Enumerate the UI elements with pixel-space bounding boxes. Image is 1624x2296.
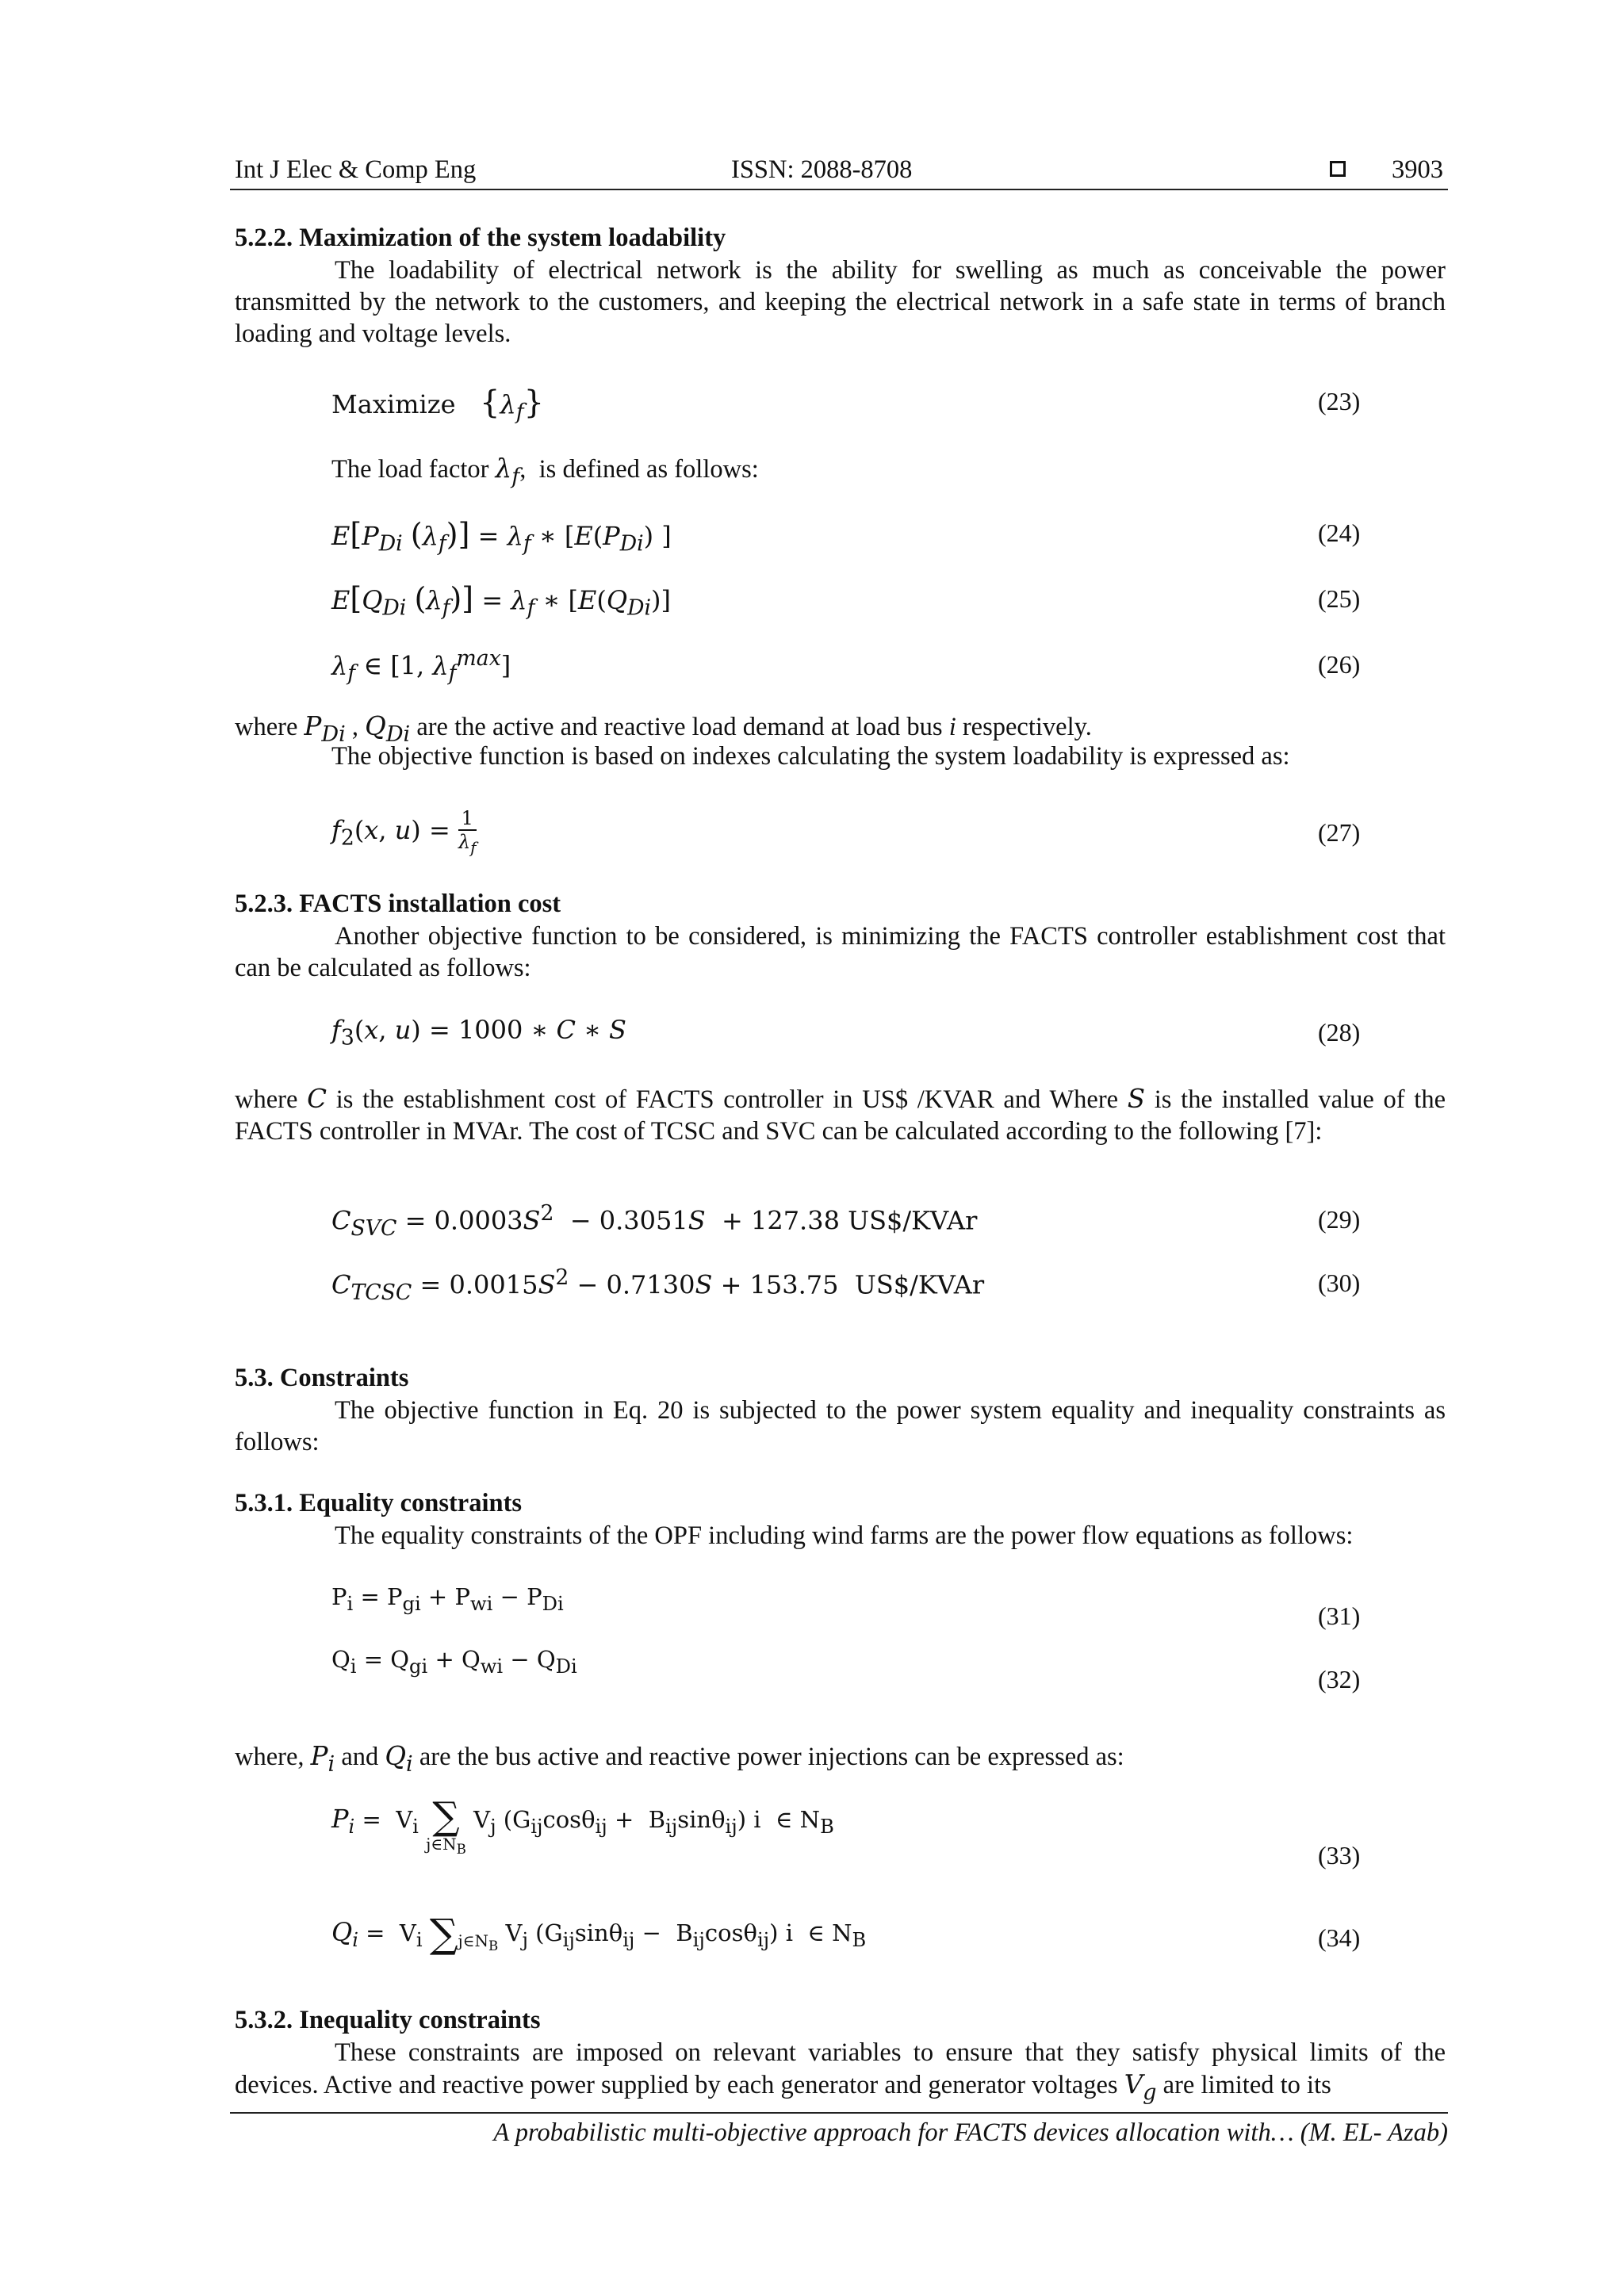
equation-number-27: (27): [1318, 818, 1361, 847]
paragraph-53: The objective function in Eq. 20 is subjected to the power system equality and inequality constraints as follows:: [235, 1396, 1446, 1456]
section-heading-523: 5.2.3. FACTS installation cost: [235, 890, 561, 918]
section-heading-531: 5.3.1. Equality constraints: [235, 1489, 523, 1517]
footer-rule: [230, 2112, 1448, 2114]
section-heading-532: 5.3.2. Inequality constraints: [235, 2006, 541, 2034]
equation-34: $Q_i = V_i$ $\sum_{j\in N_B}$ $V_j$ $(G_{ij}\sin\theta_{ij} - B_{ij}\cos\theta_{ij})$ i ∈ $N_B$: [331, 1911, 867, 1957]
equation-32: $Q_i = Q_{gi} + Q_{wi} - Q_{Di}$: [331, 1646, 577, 1678]
issn: ISSN: 2088-8708: [731, 155, 913, 184]
equation-number-32: (32): [1318, 1665, 1361, 1693]
header-rule: [230, 189, 1448, 190]
equation-33: $P_i = V_i$ ∑ $j\in N_B$ $V_j$ $(G_{ij}\cos\theta_{ij} + B_{ij}\sin\theta_{ij})$ i ∈ $N_B$: [331, 1794, 834, 1857]
where-pdi-text: where $P_{Di}$ , $Q_{Di}$ are the active and reactive load demand at load bus i respectively.: [235, 711, 1092, 747]
equation-28: $f_3(x$, u) = 1000 ∗ C ∗ S: [331, 1015, 626, 1050]
equation-23: Maximize $\{\lambda_f\}$: [331, 385, 545, 425]
page-number: 3903: [1392, 155, 1443, 184]
equation-number-25: (25): [1318, 584, 1361, 613]
equation-26: $\lambda_f$ ∈ [1, $\lambda_f^{max}$]: [331, 646, 511, 687]
section-heading-53: 5.3. Constraints: [235, 1364, 409, 1392]
equation-number-30: (30): [1318, 1269, 1361, 1297]
equation-number-28: (28): [1318, 1018, 1361, 1047]
equation-number-31: (31): [1318, 1601, 1361, 1630]
equation-number-29: (29): [1318, 1205, 1361, 1234]
equation-29: $C_{SVC} = 0.0003S^2 - 0.3051S + 127.38$ US$/KVAr: [331, 1201, 978, 1242]
checkbox-square-icon: [1330, 161, 1346, 181]
journal-name: Int J Elec & Comp Eng: [235, 155, 477, 184]
paragraph-532: These constraints are imposed on relevant variables to ensure that they satisfy physical limits of the devices. Active and reactive power supplied by each generator and generator voltages $V_g$ are limited to its: [235, 2038, 1446, 2105]
where-c-paragraph: where C is the establishment cost of FACTS controller in US$ /KVAR and Where S is the installed value of the FACTS controller in MVAr. The cost of TCSC and SVC can be calculated according to the following [7]:: [235, 1084, 1446, 1146]
paragraph-523: Another objective function to be considered, is minimizing the FACTS controller establishment cost that can be calculated as follows:: [235, 922, 1446, 982]
equation-27: $f_2(x$, u) = $\frac{1}{\lambda_f}$: [331, 807, 477, 857]
objective-text: The objective function is based on indexes calculating the system loadability is expressed as:: [331, 742, 1290, 771]
equation-number-34: (34): [1318, 1923, 1361, 1952]
paragraph-522: The loadability of electrical network is the ability for swelling as much as conceivable the power transmitted by the network to the customers, and keeping the electrical network in a safe state in terms of branch loading and voltage levels.: [235, 256, 1446, 348]
equation-number-33: (33): [1318, 1841, 1361, 1869]
equation-number-24: (24): [1318, 519, 1361, 547]
equation-number-26: (26): [1318, 650, 1361, 679]
equation-25: $E[Q_{Di}$ $(\lambda_f)] = \lambda_f$ ∗ $[E(Q_{Di})]$: [331, 581, 671, 621]
running-title: A probabilistic multi-objective approach for FACTS devices allocation with… (M. EL- Azab): [493, 2118, 1448, 2147]
paragraph-531: The equality constraints of the OPF including wind farms are the power flow equations as follows:: [335, 1521, 1354, 1550]
where-pi-qi-text: where, $P_i$ and $Q_i$ are the bus active and reactive power injections can be expressed as:: [235, 1741, 1124, 1777]
equation-number-23: (23): [1318, 387, 1361, 415]
equation-31: $P_i = P_{gi} + P_{wi} - P_{Di}$: [331, 1583, 564, 1615]
equation-30: $C_{TCSC} = 0.0015S^2 - 0.7130S + 153.75$ US$/KVAr: [331, 1265, 985, 1306]
section-heading-522: 5.2.2. Maximization of the system loadability: [235, 224, 726, 252]
load-factor-text: The load factor $\lambda_f$, is defined as follows:: [331, 453, 759, 489]
equation-24: $E[P_{Di}$ $(\lambda_f)] = \lambda_f$ ∗ [$E(P_{Di})$ ]: [331, 517, 672, 557]
